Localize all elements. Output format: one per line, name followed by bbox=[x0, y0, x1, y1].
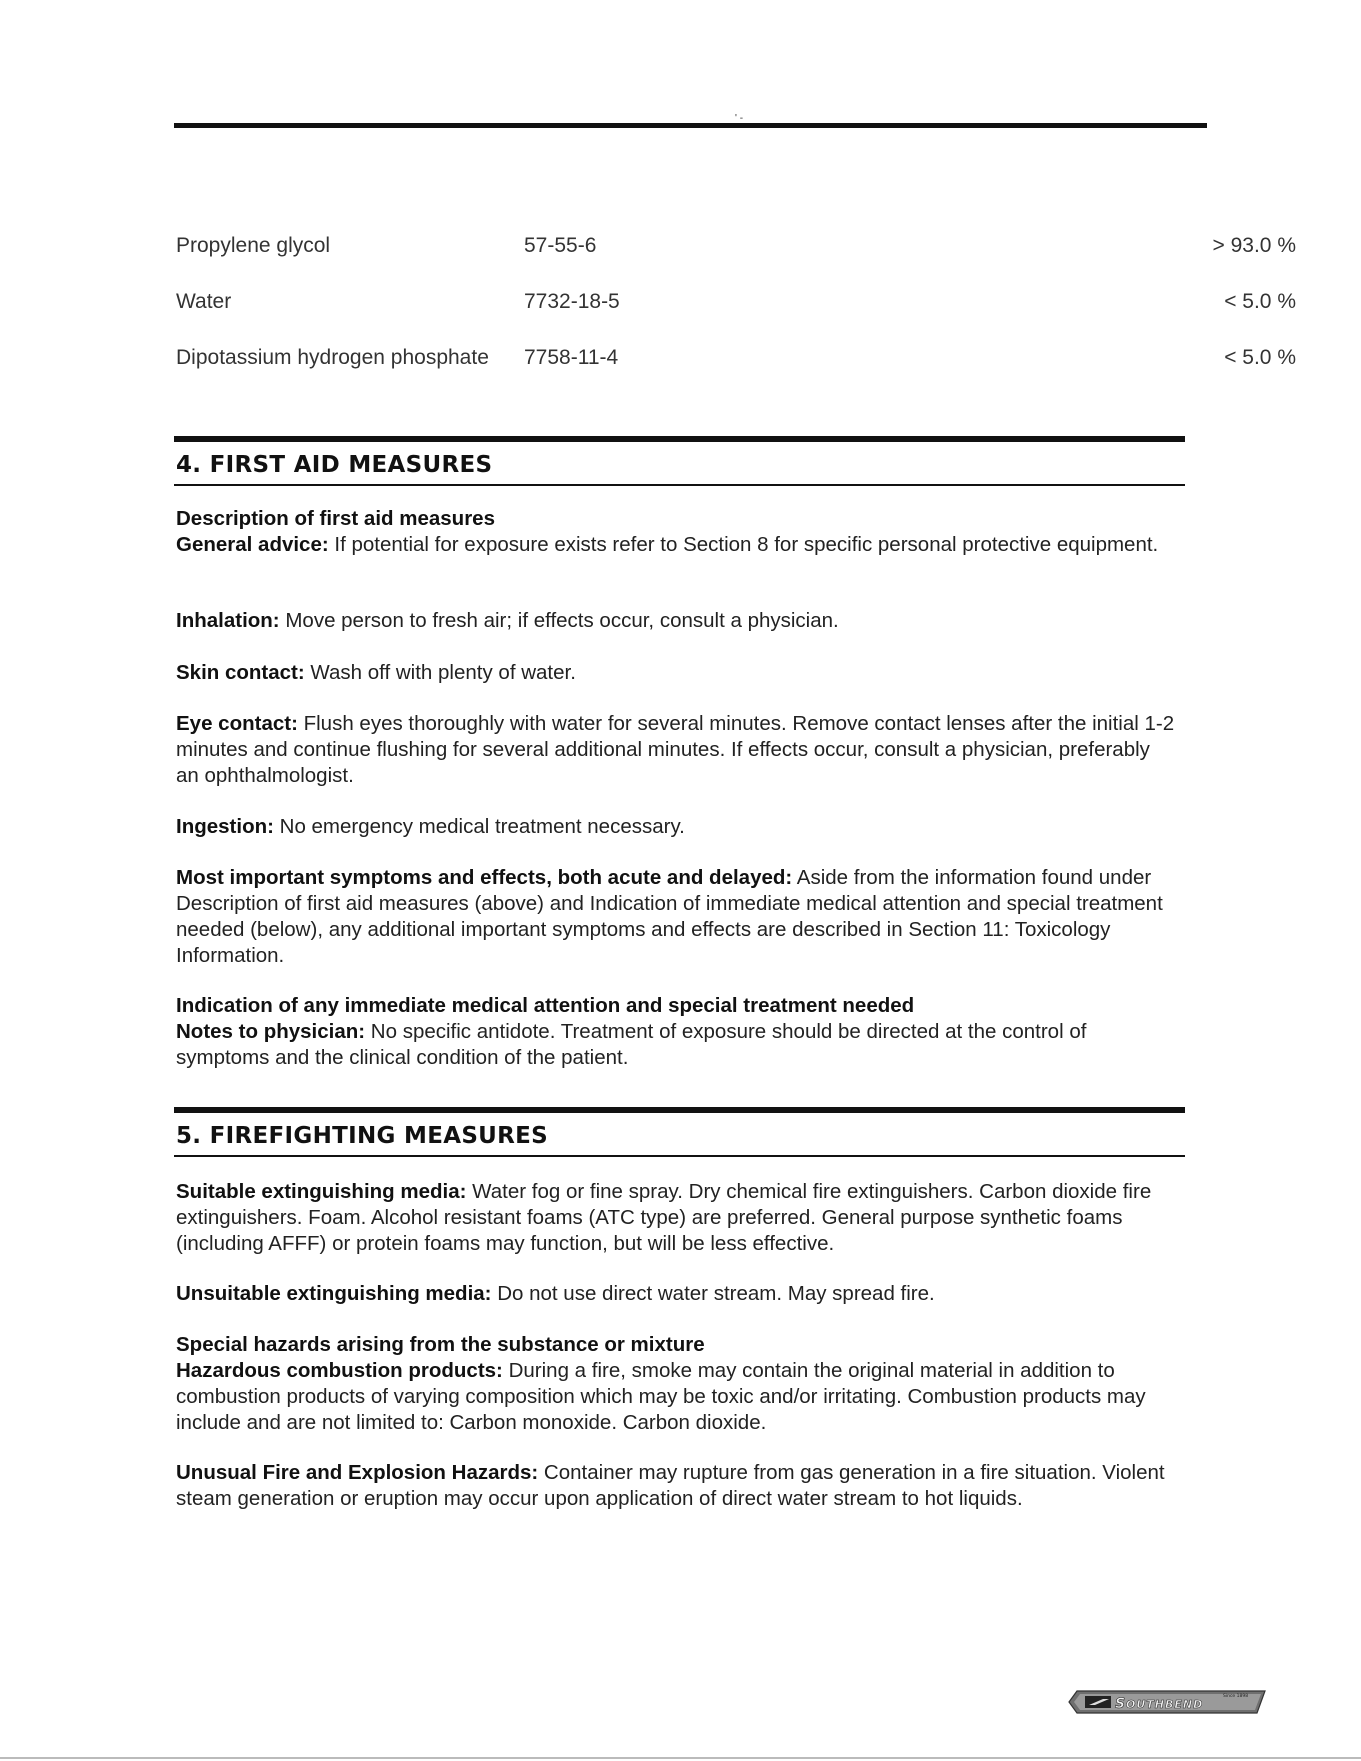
component-concentration: < 5.0 % bbox=[1224, 290, 1296, 313]
description-heading: Description of first aid measures bbox=[176, 507, 495, 530]
hazardous-combustion bbox=[176, 1358, 1176, 1436]
svg-text:S: S bbox=[1115, 1696, 1126, 1712]
eye-contact bbox=[176, 711, 1176, 789]
unsuitable-media-text: Do not use direct water stream. May spread fire. bbox=[491, 1282, 935, 1305]
notes-text: No specific antidote. Treatment of exposure should be directed at the control of symptoms and the clinical condition of the patient. bbox=[176, 1020, 1087, 1069]
southbend-logo bbox=[1065, 1688, 1270, 1716]
symptoms-effects bbox=[176, 865, 1176, 969]
composition-row bbox=[176, 234, 1296, 262]
top-rule bbox=[174, 123, 1207, 128]
suitable-media bbox=[176, 1179, 1176, 1257]
composition-row bbox=[176, 346, 1296, 374]
indication-heading: Indication of any immediate medical attention and special treatment needed bbox=[176, 994, 915, 1017]
skin-contact-label: Skin contact: bbox=[176, 661, 305, 684]
general-advice-text: If potential for exposure exists refer to Section 8 for specific personal protective equipment. bbox=[328, 533, 1159, 556]
section-5-bottom-rule bbox=[174, 1155, 1185, 1157]
section-5-top-rule bbox=[174, 1107, 1185, 1113]
notes-label: Notes to physician: bbox=[176, 1020, 366, 1043]
inhalation-label: Inhalation: bbox=[176, 609, 280, 632]
bottom-rule bbox=[0, 1757, 1361, 1759]
composition-row bbox=[176, 290, 1296, 318]
component-concentration: < 5.0 % bbox=[1224, 346, 1296, 369]
component-cas: 57-55-6 bbox=[524, 234, 597, 257]
unusual-hazards-label: Unusual Fire and Explosion Hazards: bbox=[176, 1461, 539, 1484]
component-name: Propylene glycol bbox=[176, 234, 331, 257]
general-advice bbox=[176, 532, 1176, 558]
component-cas: 7732-18-5 bbox=[524, 290, 620, 313]
component-name: Water bbox=[176, 290, 232, 313]
hazardous-combustion-label: Hazardous combustion products: bbox=[176, 1359, 503, 1382]
header-mark: ' - bbox=[735, 113, 744, 124]
skin-contact bbox=[176, 660, 1176, 686]
unsuitable-media bbox=[176, 1281, 1176, 1307]
general-advice-label: General advice: bbox=[176, 533, 329, 556]
hazardous-combustion-text: During a fire, smoke may contain the original material in addition to combustion products of varying composition which may be toxic and/or irritating. Combustion products may include and are not limited to: Carbon monoxide. Carbon dioxide. bbox=[176, 1359, 1146, 1434]
unusual-hazards-text: Container may rupture from gas generation in a fire situation. Violent steam generation or eruption may occur upon application of direct water stream to hot liquids. bbox=[176, 1461, 1165, 1510]
svg-text:Since 1898: Since 1898 bbox=[1223, 1694, 1249, 1699]
notes-to-physician bbox=[176, 1019, 1176, 1071]
unsuitable-media-label: Unsuitable extinguishing media: bbox=[176, 1282, 492, 1305]
skin-contact-text: Wash off with plenty of water. bbox=[304, 661, 576, 684]
inhalation bbox=[176, 608, 1176, 634]
ingestion bbox=[176, 814, 1176, 840]
section-5-title: 5. FIREFIGHTING MEASURES bbox=[176, 1123, 549, 1149]
symptoms-text: Aside from the information found under Description of first aid measures (above) and Indication of immediate medical attention and special treatment needed (below), any additional important symptoms and effects are described in Section 11: Toxicology Information. bbox=[176, 866, 1163, 967]
component-concentration: > 93.0 % bbox=[1212, 234, 1296, 257]
symptoms-label: Most important symptoms and effects, both acute and delayed: bbox=[176, 866, 793, 889]
component-cas: 7758-11-4 bbox=[524, 346, 619, 369]
suitable-media-label: Suitable extinguishing media: bbox=[176, 1180, 467, 1203]
immediate-attention bbox=[176, 993, 1176, 1071]
first-aid-description bbox=[176, 506, 1176, 558]
eye-contact-text: Flush eyes thoroughly with water for several minutes. Remove contact lenses after the initial 1-2 minutes and continue flushing for several additional minutes. If effects occur, consult a physician, preferably an ophthalmologist. bbox=[176, 712, 1175, 787]
suitable-media-text: Water fog or fine spray. Dry chemical fire extinguishers. Carbon dioxide fire extinguishers. Foam. Alcohol resistant foams (ATC type) are preferred. General purpose synthetic foams (including AFFF) or protein foams may function, but will be less effective. bbox=[176, 1180, 1152, 1255]
inhalation-text: Move person to fresh air; if effects occur, consult a physician. bbox=[279, 609, 839, 632]
section-4-bottom-rule bbox=[174, 484, 1185, 486]
section-4-top-rule bbox=[174, 436, 1185, 442]
component-name: Dipotassium hydrogen phosphate bbox=[176, 346, 489, 369]
eye-contact-label: Eye contact: bbox=[176, 712, 298, 735]
unusual-hazards bbox=[176, 1460, 1176, 1512]
special-hazards-heading: Special hazards arising from the substance or mixture bbox=[176, 1333, 705, 1356]
section-4-title: 4. FIRST AID MEASURES bbox=[176, 452, 493, 478]
special-hazards bbox=[176, 1332, 1176, 1436]
ingestion-label: Ingestion: bbox=[176, 815, 274, 838]
svg-text:OUTHBEND: OUTHBEND bbox=[1126, 1698, 1204, 1711]
ingestion-text: No emergency medical treatment necessary. bbox=[273, 815, 685, 838]
